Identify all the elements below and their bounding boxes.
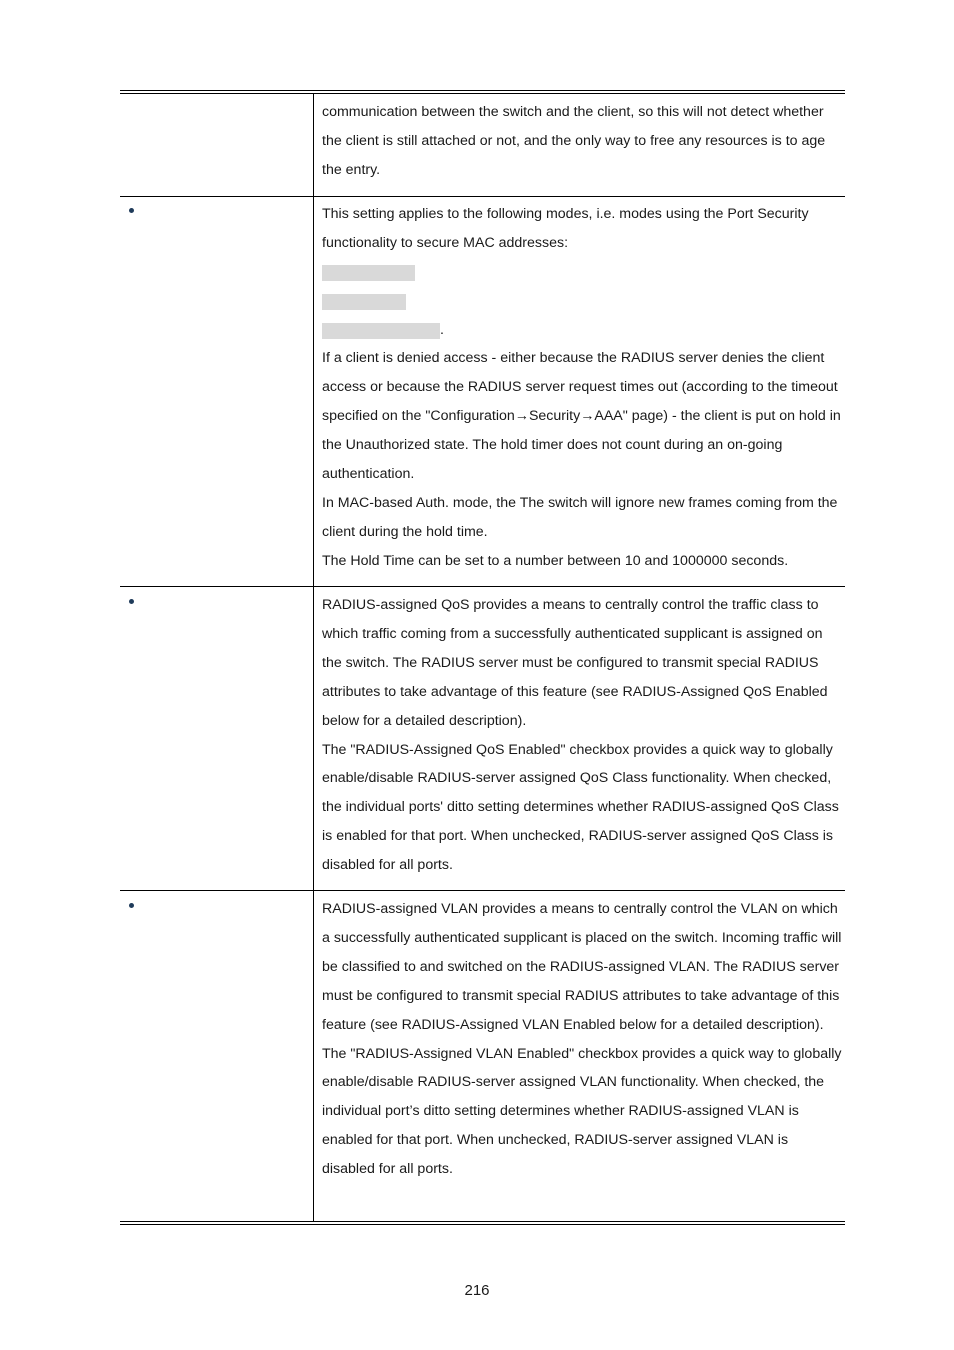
bullet-icon (129, 599, 134, 604)
bullet-icon (129, 903, 134, 908)
description-paragraph: If a client is denied access - either because the RADIUS server denies the client access or because the RADIUS server request times out (according to the timeout specified on the "Configuration→Security→AAA" page) - the client is put on hold in the Unauthorized state. The hold timer does not count during an on-going authentication. (322, 350, 841, 483)
redacted-block (322, 265, 415, 281)
parameter-cell (120, 196, 314, 586)
description-cell (322, 94, 842, 185)
description-cell (322, 196, 842, 576)
description-paragraph: communication between the switch and the client, so this will not detect whether the client is still attached or not, and the only way to free any resources is to age the entry. (322, 104, 826, 178)
description-paragraph: The "RADIUS-Assigned QoS Enabled" checkbox provides a quick way to globally enable/disable RADIUS-server assigned QoS Class functionality. When checked, the individual ports' ditto setting determines whether RADIUS-assigned QoS Class is enabled for that port. When unchecked, RADIUS-server assigned QoS Class is disabled for all ports. (322, 741, 839, 874)
bullet-icon (129, 208, 134, 213)
description-paragraph: In MAC-based Auth. mode, the The switch will ignore new frames coming from the client during the hold time. (322, 495, 838, 540)
description-paragraph: This setting applies to the following modes, i.e. modes using the Port Security functionality to secure MAC addresses: (322, 206, 809, 251)
parameter-cell (120, 891, 314, 1221)
description-paragraph: The "RADIUS-Assigned VLAN Enabled" checkbox provides a quick way to globally enable/disable RADIUS-server assigned VLAN functionality. When checked, the individual port’s ditto setting determines whether RADIUS-assigned VLAN is enabled for that port. When unchecked, RADIUS-server assigned VLAN is disabled for all ports. (322, 1045, 842, 1178)
description-paragraph: The Hold Time can be set to a number between 10 and 1000000 seconds. (322, 552, 789, 569)
description-paragraph: RADIUS-assigned QoS provides a means to centrally control the traffic class to which traffic coming from a successfully authenticated supplicant is assigned on the switch. The RADIUS server must be configured to transmit special RADIUS attributes to take advantage of this feature (see RADIUS-Assigned QoS Enabled below for a detailed description). (322, 597, 828, 729)
table-row (120, 94, 845, 197)
table-row (120, 196, 845, 587)
redacted-mode-item (322, 316, 842, 345)
redacted-block (322, 294, 406, 310)
table-row (120, 587, 845, 891)
list-end-period: . (440, 321, 444, 338)
redacted-block (322, 323, 440, 339)
description-cell (322, 891, 842, 1184)
table-row (120, 891, 845, 1221)
redacted-mode-item (322, 258, 842, 287)
parameter-cell (120, 94, 314, 196)
description-cell (322, 587, 842, 880)
parameter-cell (120, 587, 314, 890)
redacted-mode-item (322, 287, 842, 316)
page-number: 216 (464, 1282, 490, 1299)
table-bottom-rule (120, 1221, 845, 1225)
description-paragraph: RADIUS-assigned VLAN provides a means to centrally control the VLAN on which a successfully authenticated supplicant is placed on the switch. Incoming traffic will be classified to and switched on the RADIUS-assigned VLAN. The RADIUS server must be configured to transmit special RADIUS attributes to take advantage of this feature (see RADIUS-Assigned VLAN Enabled below for a detailed description). (322, 901, 842, 1033)
